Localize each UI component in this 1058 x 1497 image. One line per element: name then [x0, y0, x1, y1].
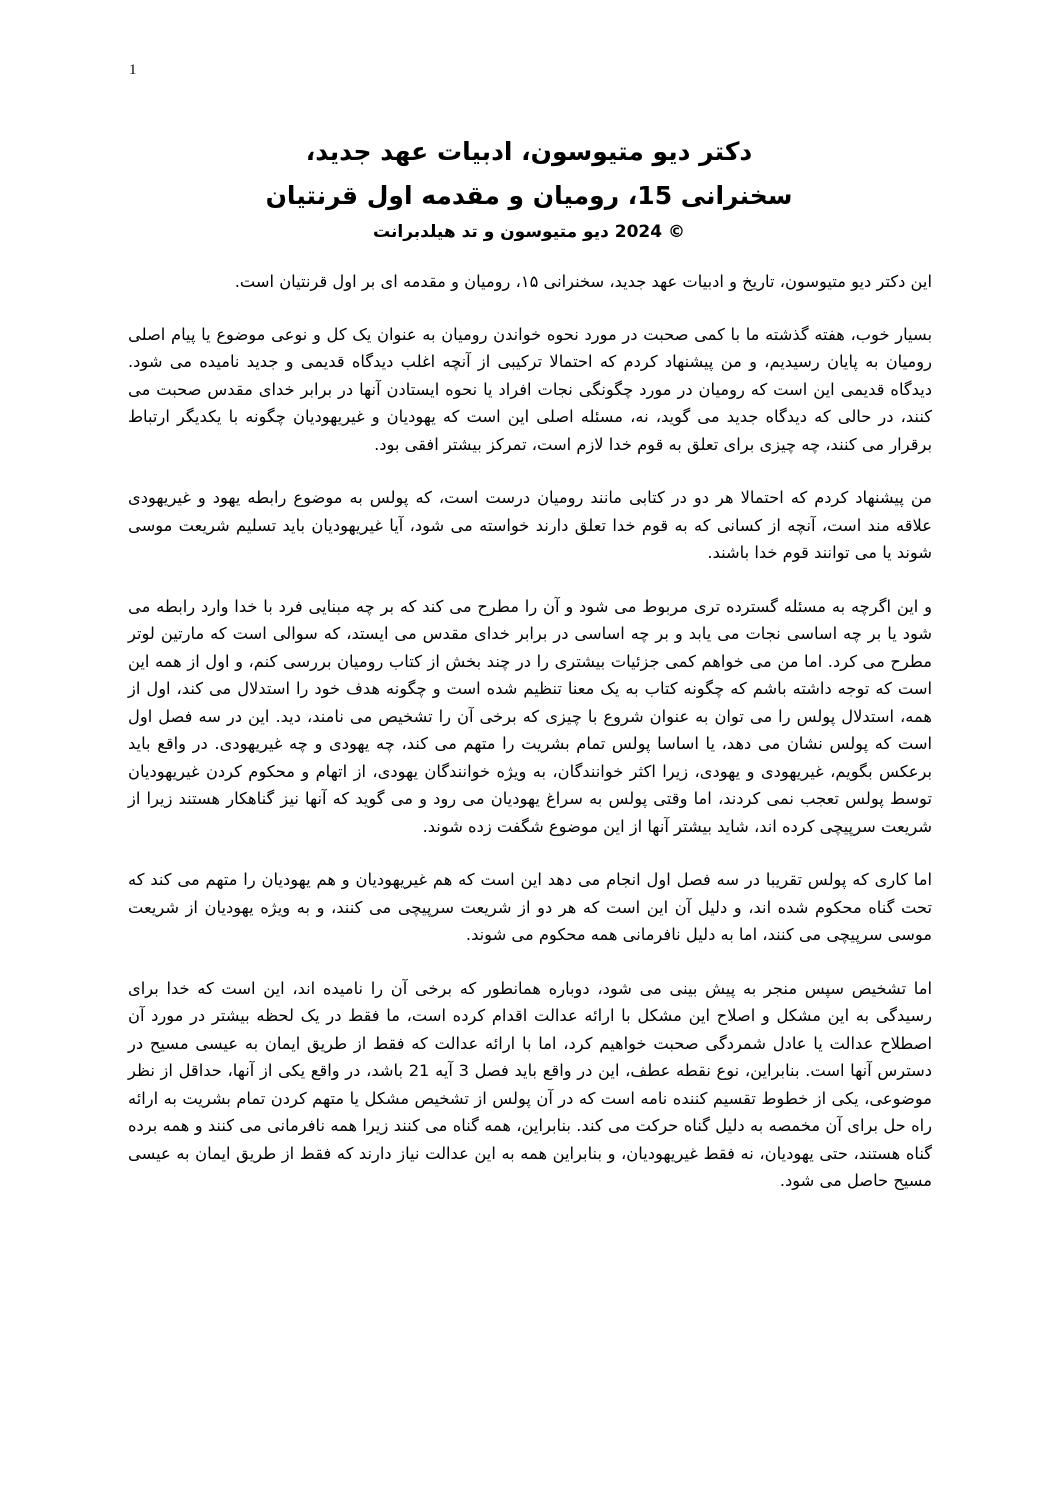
document-body — [128, 268, 932, 1221]
document-title-line-1: دکتر دیو متیوسون، ادبیات عهد جدید، — [305, 137, 753, 166]
document-title-line-2: سخنرانی 15، رومیان و مقدمه اول قرنتیان — [265, 181, 793, 210]
paragraph: بسیار خوب، هفته گذشته ما با کمی صحبت در مورد نحوه خواندن رومیان به عنوان یک کل و نوعی موضوع یا پیام اصلی رومیان به پایان رسیدیم، و من پیشنهاد کردم که احتمالا ترکیبی از آنچه اغلب دیدگاه قدیمی و جدید نامیده می شود. دیدگاه قدیمی این است که رومیان در مورد چگونگی نجات افراد یا نحوه ایستادن آنها در برابر خدای مقدس صحبت می کنند، در حالی که دیدگاه جدید می گوید، نه، مسئله اصلی این است که یهودیان و غیریهودیان چگونه با یکدیگر ارتباط برقرار می کنند، چه چیزی برای تعلق به قوم خدا لازم است، تمرکز بیشتر افقی بود. — [128, 324, 932, 454]
paragraph: و این اگرچه به مسئله گسترده تری مربوط می شود و آن را مطرح می کند که بر چه مبنایی فرد با خدا وارد رابطه می شود یا بر چه اساسی نجات می یابد و بر چه اساسی در برابر خدای مقدس می ایستد، که سوالی است که مارتین لوتر مطرح می کرد. اما من می خواهم کمی جزئیات بیشتری را در چند بخش از کتاب رومیان بررسی کنم، و اول از همه این است که توجه داشته باشم که چگونه کتاب به یک معنا تنظیم شده است و چگونه هدف خود را استدلال می کند، اول از همه، استدلال پولس را می توان به عنوان شروع با چیزی که برخی آن را تشخیص می نامند، دید. این در سه فصل اول است که پولس نشان می دهد، یا اساسا پولس تمام بشریت را متهم می کند، چه یهودی و چه غیریهودی. در واقع باید برعکس بگویم، غیریهودی و یهودی، زیرا اکثر خوانندگان، به ویژه خوانندگان یهودی، از اتهام و محکوم کردن غیریهودیان توسط پولس تعجب نمی کردند، اما وقتی پولس به سراغ یهودیان می رود و می گوید که آنها نیز گناهکار هستند زیرا از شریعت سرپیچی کرده اند، شاید بیشتر آنها از این موضوع شگفت زده شوند. — [128, 596, 932, 836]
copyright-line: © 2024 دیو متیوسون و تد هیلدبرانت — [373, 222, 685, 242]
document-title-block — [120, 130, 938, 246]
paragraph: اما تشخیص سپس منجر به پیش بینی می شود، دوباره همانطور که برخی آن را نامیده اند، این است که خدا برای رسیدگی به این مشکل و اصلاح این مشکل با ارائه عدالت اقدام کرده است، ما فقط در یک لحظه بیشتر در مورد آن اصطلاح عدالت یا عادل شمردگی صحبت خواهیم کرد، اما با ارائه عدالت که فقط از طریق ایمان به عیسی مسیح در دسترس آنها است. بنابراین، نوع نقطه عطف، این در واقع باید فصل 3 آیه 21 باشد، در واقع یکی از آنها، حداقل از نظر موضوعی، یکی از خطوط تقسیم کننده نامه است که در آن پولس از تشخیص مشکل یا متهم کردن تمام بشریت به ارائه راه حل برای آن مخمصه به دلیل گناه حرکت می کند. بنابراین، همه گناه می کنند زیرا همه نافرمانی می کنند و همه برده گناه هستند، حتی یهودیان، نه فقط غیریهودیان، و بنابراین همه به این عدالت نیاز دارند که فقط از طریق ایمان به عیسی مسیح حاصل می شود. — [128, 978, 933, 1190]
paragraph-intro: این دکتر دیو متیوسون، تاریخ و ادبیات عهد جدید، سخنرانی ۱۵، رومیان و مقدمه ای بر اول قرنتیان است. — [234, 272, 932, 291]
page-number: 1 — [129, 62, 137, 78]
paragraph: اما کاری که پولس تقریبا در سه فصل اول انجام می دهد این است که هم غیریهودیان و هم یهودیان را متهم می کند که تحت گناه محکوم شده اند، و دلیل آن این است که هر دو از شریعت سرپیچی می کنند، و به ویژه یهودیان از شریعت موسی سرپیچی می کنند، اما به دلیل نافرمانی همه محکوم می شوند. — [128, 870, 932, 944]
paragraph: من پیشنهاد کردم که احتمالا هر دو در کتابی مانند رومیان درست است، که پولس به موضوع رابطه یهود و غیریهودی علاقه مند است، آنچه از کسانی که به قوم خدا تعلق دارند خواسته می شود، آیا غیریهودیان باید تسلیم شریعت موسی شوند یا می توانند قوم خدا باشند. — [128, 488, 932, 562]
